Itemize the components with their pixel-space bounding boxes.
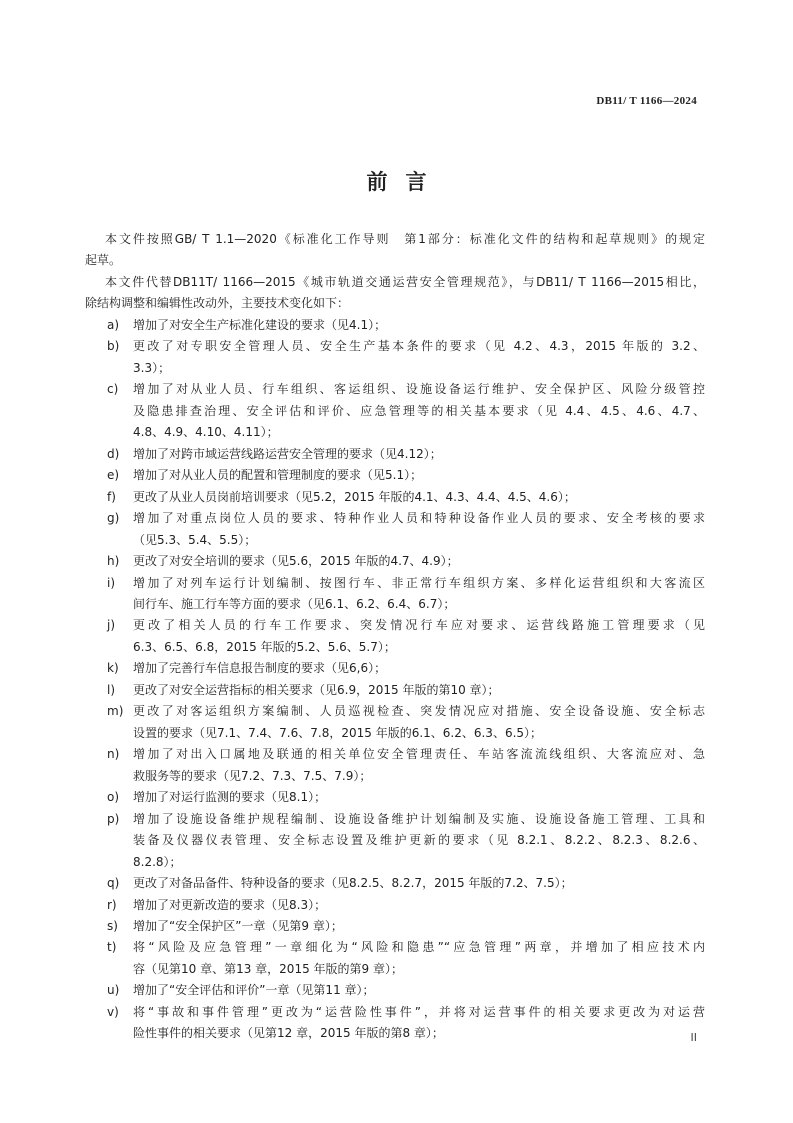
- line-text: 增加了对跨市域运营线路运营安全管理的要求（见4.12）；: [133, 446, 442, 461]
- line-text: 增加了完善行车信息报告制度的要求（见6,6）；: [133, 661, 387, 676]
- text-line: [85, 787, 705, 808]
- line-text: 装备及仪器仪表管理、安全标志设置及维护更新的要求（见 8.2.1、8.2.2、8.2.3、8.2.6、: [133, 833, 705, 848]
- text-line: [85, 916, 705, 937]
- text-line: [85, 465, 705, 486]
- change-list-item: [85, 465, 705, 486]
- text-line: [85, 422, 705, 443]
- change-list-item: [85, 444, 705, 465]
- list-item-label: r): [107, 897, 117, 912]
- list-item-label: j): [107, 618, 116, 633]
- text-line: [85, 401, 705, 422]
- line-text: 本文件按照GB/ T 1.1—2020《标准化工作导则 第1部分：标准化文件的结构和起草规则》的规定: [105, 232, 705, 246]
- text-line: [85, 937, 705, 958]
- text-line: [85, 379, 705, 400]
- text-line: [85, 293, 705, 314]
- line-text: 增加了“安全评估和评价”一章（见第11 章）；: [133, 983, 375, 998]
- text-line: [85, 680, 705, 701]
- line-text: 本文件代替DB11T/ 1166—2015《城市轨道交通运营安全管理规范》，与DB11/ T 1166—2015相比，: [105, 274, 705, 289]
- line-text: 增加了对从业人员的配置和管理制度的要求（见5.1）；: [133, 468, 423, 483]
- text-line: [85, 1002, 705, 1023]
- line-text: 8.2.8）；: [133, 854, 182, 869]
- change-list-item: [85, 1002, 705, 1045]
- list-item-label: o): [107, 790, 120, 805]
- line-text: 更改了对安全运营指标的相关要求（见6.9，2015 年版的第10 章）；: [133, 682, 500, 697]
- line-text: 6.3、6.5、6.8，2015 年版的5.2、5.6、5.7）；: [133, 639, 396, 654]
- text-line: [85, 229, 705, 250]
- list-item-label: e): [107, 468, 120, 483]
- list-item-label: q): [107, 876, 120, 891]
- line-text: 更改了对安全培训的要求（见5.6，2015 年版的4.7、4.9）；: [133, 554, 459, 569]
- change-list-item: [85, 551, 705, 572]
- list-item-label: k): [107, 661, 119, 676]
- text-line: [85, 637, 705, 658]
- change-list-item: [85, 809, 705, 873]
- text-line: [85, 830, 705, 851]
- text-line: [85, 980, 705, 1001]
- line-text: 间行车、施工行车等方面的要求（见6.1、6.2、6.4、6.7）；: [133, 596, 456, 611]
- change-list-item: [85, 487, 705, 508]
- text-line: [85, 723, 705, 744]
- line-text: 增加了对运行监测的要求（见8.1）；: [133, 790, 327, 805]
- line-text: 险性事件的相关要求（见第12 章，2015 年版的第8 章）；: [133, 1026, 444, 1041]
- page-title: 前言: [366, 170, 445, 194]
- text-line: [85, 530, 705, 551]
- text-line: [85, 250, 705, 271]
- change-list-item: [85, 615, 705, 658]
- change-list-item: [85, 895, 705, 916]
- paragraph: [85, 229, 705, 272]
- list-item-label: l): [107, 682, 116, 697]
- text-line: [85, 573, 705, 594]
- list-item-label: p): [107, 811, 120, 826]
- text-line: [85, 551, 705, 572]
- list-item-label: n): [107, 747, 120, 762]
- line-text: 将“风险及应急管理”一章细化为“风险和隐患”“应急管理”两章，并增加了相应技术内: [133, 940, 705, 955]
- change-list-item: [85, 315, 705, 336]
- text-line: [85, 444, 705, 465]
- document-body: [85, 229, 705, 1045]
- change-list-item: [85, 680, 705, 701]
- list-item-label: t): [107, 940, 117, 955]
- change-list-item: [85, 937, 705, 980]
- text-line: [85, 852, 705, 873]
- line-text: 救服务等的要求（见7.2、7.3、7.5、7.9）；: [133, 768, 372, 783]
- change-list-item: [85, 508, 705, 551]
- line-text: 设置的要求（见7.1、7.4、7.6、7.8，2015 年版的6.1、6.2、6.3、6.5）；: [133, 725, 543, 740]
- line-text: 4.8、4.9、4.10、4.11）；: [133, 425, 279, 440]
- list-item-label: v): [107, 1004, 119, 1019]
- change-list-item: [85, 379, 705, 443]
- text-line: [85, 508, 705, 529]
- line-text: 更改了对客运组织方案编制、人员巡视检查、突发情况应对措施、安全设备设施、安全标志: [133, 704, 705, 719]
- change-list-item: [85, 744, 705, 787]
- line-text: 增加了设施设备维护规程编制、设施设备维护计划编制及实施、设施设备施工管理、工具和: [133, 811, 705, 826]
- paragraph: [85, 272, 705, 315]
- list-item-label: h): [107, 554, 120, 569]
- change-list-item: [85, 701, 705, 744]
- document-code-header: DB11/ T 1166—2024: [596, 95, 697, 107]
- text-line: [85, 594, 705, 615]
- line-text: 增加了对安全生产标准化建设的要求（见4.1）；: [133, 317, 387, 332]
- text-line: [85, 701, 705, 722]
- list-item-label: u): [107, 983, 120, 998]
- line-text: 更改了相关人员的行车工作要求、突发情况行车应对要求、运营线路施工管理要求（见: [133, 618, 705, 633]
- text-line: [85, 766, 705, 787]
- text-line: [85, 1023, 705, 1044]
- change-list-item: [85, 980, 705, 1001]
- list-item-label: a): [107, 317, 120, 332]
- change-list-item: [85, 873, 705, 894]
- change-list-item: [85, 336, 705, 379]
- change-list-item: [85, 916, 705, 937]
- line-text: 将“事故和事件管理”更改为“运营险性事件”，并将对运营事件的相关要求更改为对运营: [133, 1004, 705, 1019]
- list-item-label: b): [107, 339, 120, 354]
- list-item-label: g): [107, 511, 120, 526]
- line-text: 更改了从业人员岗前培训要求（见5.2，2015 年版的4.1、4.3、4.4、4.5、4.6）；: [133, 489, 576, 504]
- change-list-item: [85, 573, 705, 616]
- list-item-label: i): [107, 575, 116, 590]
- line-text: 更改了对专职安全管理人员、安全生产基本条件的要求（见 4.2、4.3，2015 年版的 3.2、: [133, 339, 705, 354]
- list-item-label: d): [107, 446, 120, 461]
- line-text: 更改了对备品备件、特种设备的要求（见8.2.5、8.2.7，2015 年版的7.2、7.5）；: [133, 876, 573, 891]
- list-item-label: m): [107, 704, 124, 719]
- line-text: 除结构调整和编辑性改动外，主要技术变化如下：: [85, 296, 350, 311]
- list-item-label: f): [107, 489, 116, 504]
- text-line: [85, 615, 705, 636]
- text-line: [85, 315, 705, 336]
- line-text: 增加了对重点岗位人员的要求、特种作业人员和特种设备作业人员的要求、安全考核的要求: [133, 511, 705, 526]
- text-line: [85, 809, 705, 830]
- text-line: [85, 873, 705, 894]
- change-list-item: [85, 658, 705, 679]
- text-line: [85, 959, 705, 980]
- page-number: II: [690, 1031, 697, 1044]
- list-item-label: s): [107, 919, 118, 933]
- line-text: 增加了对从业人员、行车组织、客运组织、设施设备运行维护、安全保护区、风险分级管控: [133, 382, 705, 397]
- line-text: 3.3）；: [133, 360, 171, 375]
- line-text: 及隐患排查治理、安全评估和评价、应急管理等的相关基本要求（见 4.4、4.5、4.6、4.7、: [133, 403, 705, 418]
- text-line: [85, 358, 705, 379]
- line-text: 增加了“安全保护区”一章（见第9 章）；: [133, 919, 343, 933]
- text-line: [85, 487, 705, 508]
- change-list-item: [85, 787, 705, 808]
- text-line: [85, 744, 705, 765]
- text-line: [85, 272, 705, 293]
- line-text: 增加了对列车运行计划编制、按图行车、非正常行车组织方案、多样化运营组织和大客流区: [133, 575, 705, 590]
- line-text: 增加了对更新改造的要求（见8.3）；: [133, 897, 327, 912]
- line-text: 增加了对出入口属地及联通的相关单位安全管理责任、车站客流流线组织、大客流应对、急: [133, 747, 705, 762]
- text-line: [85, 336, 705, 357]
- line-text: 容（见第10 章、第13 章，2015 年版的第9 章）；: [133, 961, 403, 976]
- line-text: 起草。: [85, 253, 122, 268]
- text-line: [85, 658, 705, 679]
- text-line: [85, 895, 705, 916]
- line-text: （见5.3、5.4、5.5）；: [133, 532, 257, 547]
- list-item-label: c): [107, 382, 119, 397]
